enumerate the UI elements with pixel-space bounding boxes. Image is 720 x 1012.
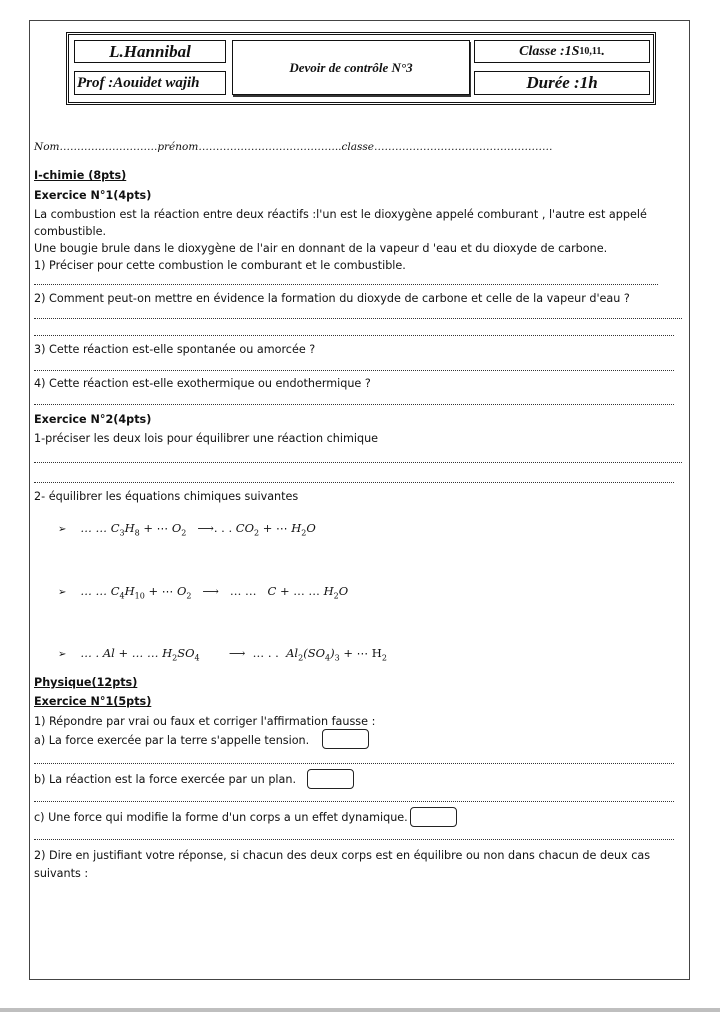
chimie-ex1-q1: 1) Préciser pour cette combustion le comburant et le combustible.	[34, 259, 406, 272]
duration-label: Durée :1h	[474, 71, 650, 95]
equation-3: ➢ … . Al + … … $H_2SO_4$ ⟶ … . . $Al_2(SO_4)_3$ + ⋯ $H_2$	[58, 646, 387, 663]
answer-line[interactable]	[34, 370, 674, 371]
physique-ex1-qc: c) Une force qui modifie la forme d'un corps a un effet dynamique.	[34, 811, 408, 824]
viewer-bottom-bar	[0, 1008, 720, 1012]
exam-title: Devoir de contrôle N°3	[232, 40, 470, 95]
physique-ex1-title: Exercice N°1(5pts)	[34, 695, 152, 708]
physique-ex1-qa: a) La force exercée par la terre s'appelle tension.	[34, 734, 310, 747]
arrow-bullet-icon: ➢	[58, 649, 67, 660]
prenom-label: prénom	[157, 141, 199, 153]
class-prefix: Classe :1	[519, 43, 572, 59]
physique-ex1-qb: b) La réaction est la force exercée par un plan.	[34, 773, 297, 786]
chimie-ex1-intro-3: Une bougie brule dans le dioxygène de l'air en donnant de la vapeur d 'eau et du dioxyde de carbone.	[34, 242, 608, 255]
physique-ex1-q1: 1) Répondre par vrai ou faux et corriger l'affirmation fausse :	[34, 715, 376, 728]
class-letter: S	[571, 43, 580, 59]
arrow-bullet-icon: ➢	[58, 587, 67, 598]
classe-label: classe	[341, 141, 374, 153]
chimie-ex1-intro-2: combustible.	[34, 225, 107, 238]
answer-box-c[interactable]	[410, 807, 457, 827]
class-label	[474, 40, 650, 63]
equation-1: ➢ … … $C_3H_8$ + ⋯ $O_2$ ⟶. . . $CO_2$ + ⋯ $H_2O$	[58, 521, 316, 538]
answer-line[interactable]	[34, 801, 674, 802]
chimie-section-title: I-chimie (8pts)	[34, 169, 127, 182]
answer-line[interactable]	[34, 335, 674, 336]
answer-line[interactable]	[34, 318, 682, 319]
answer-line[interactable]	[34, 284, 658, 285]
physique-ex1-q2-line2: suivants :	[34, 867, 89, 880]
chimie-ex2-title: Exercice N°2(4pts)	[34, 413, 152, 426]
answer-line[interactable]	[34, 404, 674, 405]
teacher-name: Prof :Aouidet wajih	[74, 71, 226, 95]
answer-box-b[interactable]	[307, 769, 354, 789]
class-suffix: .	[601, 43, 605, 59]
chimie-ex1-q2: 2) Comment peut-on mettre en évidence la formation du dioxyde de carbone et celle de la vapeur d'eau ?	[34, 292, 630, 305]
physique-ex1-q2-line1: 2) Dire en justifiant votre réponse, si chacun des deux corps est en équilibre ou non dans chacun de deux cas	[34, 849, 651, 862]
physique-section-title: Physique(12pts)	[34, 676, 138, 689]
arrow-bullet-icon: ➢	[58, 524, 67, 535]
answer-line[interactable]	[34, 839, 674, 840]
chimie-ex1-title: Exercice N°1(4pts)	[34, 189, 152, 202]
student-info-line[interactable]	[34, 140, 553, 154]
answer-box-a[interactable]	[322, 729, 369, 749]
class-sub: 10,11	[579, 46, 602, 57]
equation-2: ➢ … … $C_4H_{10}$ + ⋯ $O_2$ ⟶ … … C + … … $H_2O$	[58, 584, 349, 601]
nom-field[interactable]: ……………………….	[59, 141, 158, 153]
chimie-ex2-q1: 1-préciser les deux lois pour équilibrer une réaction chimique	[34, 432, 379, 445]
chimie-ex1-q4: 4) Cette réaction est-elle exothermique ou endothermique ?	[34, 377, 371, 390]
answer-line[interactable]	[34, 462, 682, 463]
exam-header-table	[66, 32, 656, 105]
answer-line[interactable]	[34, 482, 674, 483]
chimie-ex1-intro-1: La combustion est la réaction entre deux réactifs :l'un est le dioxygène appelé comburant , l'autre est appelé	[34, 208, 647, 221]
chimie-ex2-q2: 2- équilibrer les équations chimiques suivantes	[34, 490, 299, 503]
classe-field[interactable]: ……………………………………………	[374, 141, 553, 153]
answer-line[interactable]	[34, 763, 674, 764]
nom-label: Nom	[34, 141, 60, 153]
school-name: L.Hannibal	[74, 40, 226, 63]
chimie-ex1-q3: 3) Cette réaction est-elle spontanée ou amorcée ?	[34, 343, 316, 356]
prenom-field[interactable]: …………………………………..	[198, 141, 342, 153]
